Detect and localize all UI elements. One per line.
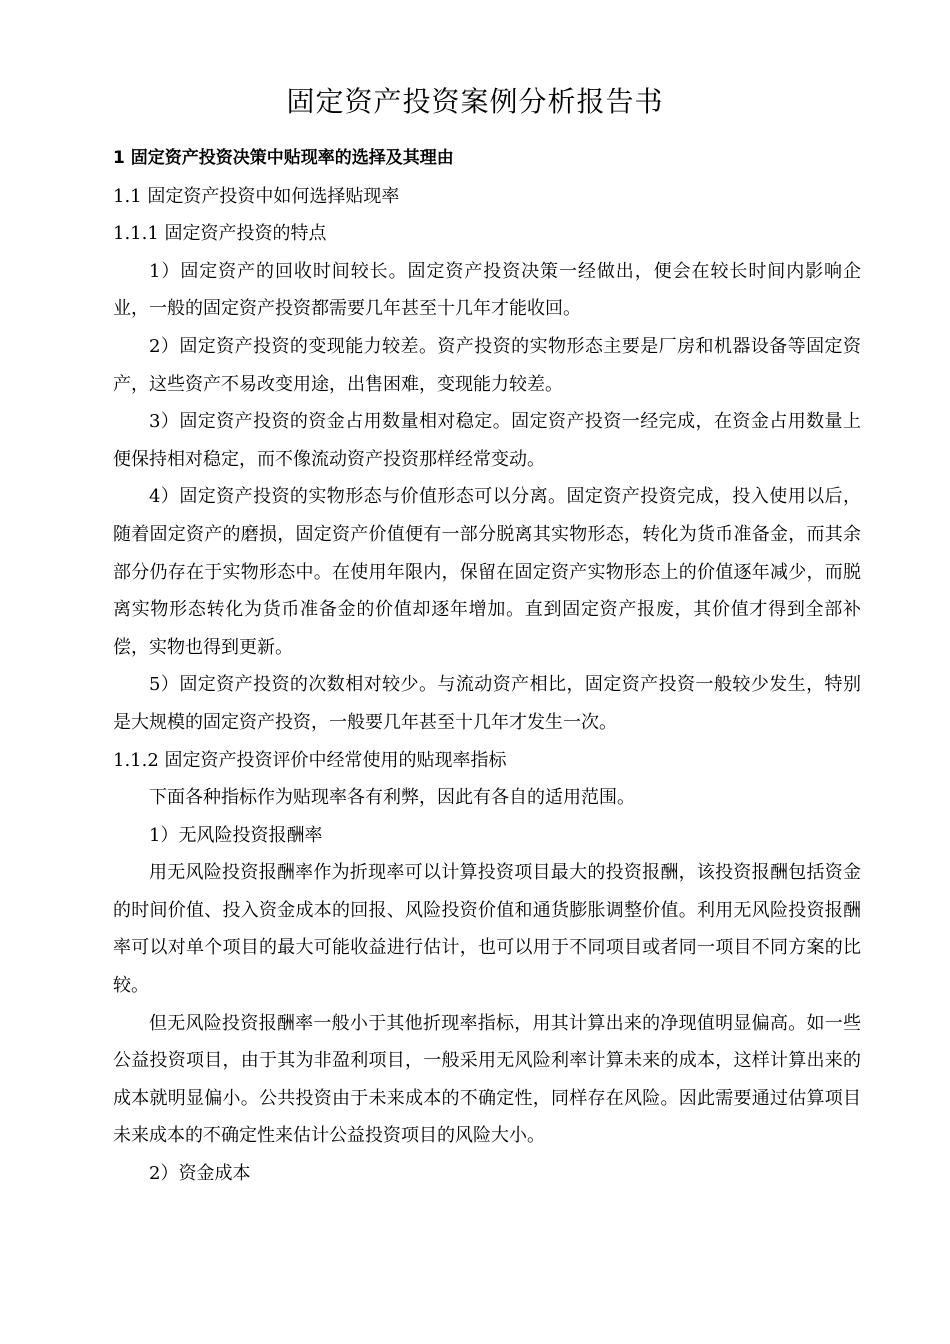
heading-1-1-1: 1.1.1 固定资产投资的特点 xyxy=(113,223,327,245)
heading-1: 1 固定资产投资决策中贴现率的选择及其理由 xyxy=(113,148,454,168)
heading-1-1: 1.1 固定资产投资中如何选择贴现率 xyxy=(113,185,400,207)
paragraph-feature-2: 2）固定资产投资的变现能力较差。资产投资的实物形态主要是厂房和机器设备等固定资产，这些资产不易改变用途，出售困难，变现能力较差。 xyxy=(113,335,861,395)
document-body xyxy=(113,140,861,1193)
paragraph-risk-free-1: 用无风险投资报酬率作为折现率可以计算投资项目最大的投资报酬，该投资报酬包括资金的时间价值、投入资金成本的回报、风险投资价值和通货膨胀调整价值。利用无风险投资报酬率可以对单个项目的最大可能收益进行估计，也可以用于不同项目或者同一项目不同方案的比较。 xyxy=(113,862,861,997)
subheading-cost-of-capital: 2）资金成本 xyxy=(149,1163,251,1185)
paragraph-feature-1: 1）固定资产的回收时间较长。固定资产投资决策一经做出，便会在较长时间内影响企业，一般的固定资产投资都需要几年甚至十几年才能收回。 xyxy=(113,260,861,320)
paragraph-feature-3: 3）固定资产投资的资金占用数量相对稳定。固定资产投资一经完成，在资金占用数量上便保持相对稳定，而不像流动资产投资那样经常变动。 xyxy=(113,411,861,470)
document-title: 固定资产投资案例分析报告书 xyxy=(286,85,664,118)
subheading-risk-free-rate: 1）无风险投资报酬率 xyxy=(149,824,323,846)
paragraph-intro: 下面各种指标作为贴现率各有利弊，因此有各自的适用范围。 xyxy=(149,787,635,809)
paragraph-feature-4: 4）固定资产投资的实物形态与价值形态可以分离。固定资产投资完成，投入使用以后，随着固定资产的磨损，固定资产价值便有一部分脱离其实物形态，转化为货币准备金，而其余部分仍存在于实物形态中。在使用年限内，保留在固定资产实物形态上的价值逐年减少，而脱离实物形态转化为货币准备金的价值却逐年增加。直到固定资产报废，其价值才得到全部补偿，实物也得到更新。 xyxy=(113,486,861,658)
paragraph-feature-5: 5）固定资产投资的次数相对较少。与流动资产相比，固定资产投资一般较少发生，特别是大规模的固定资产投资，一般要几年甚至十几年才发生一次。 xyxy=(113,674,861,733)
heading-1-1-2: 1.1.2 固定资产投资评价中经常使用的贴现率指标 xyxy=(113,749,507,771)
paragraph-risk-free-2: 但无风险投资报酬率一般小于其他折现率指标，用其计算出来的净现值明显偏高。如一些公益投资项目，由于其为非盈利项目，一般采用无风险利率计算未来的成本，这样计算出来的成本就明显偏小。公共投资由于未来成本的不确定性，同样存在风险。因此需要通过估算项目未来成本的不确定性来估计公益投资项目的风险大小。 xyxy=(113,1012,861,1147)
